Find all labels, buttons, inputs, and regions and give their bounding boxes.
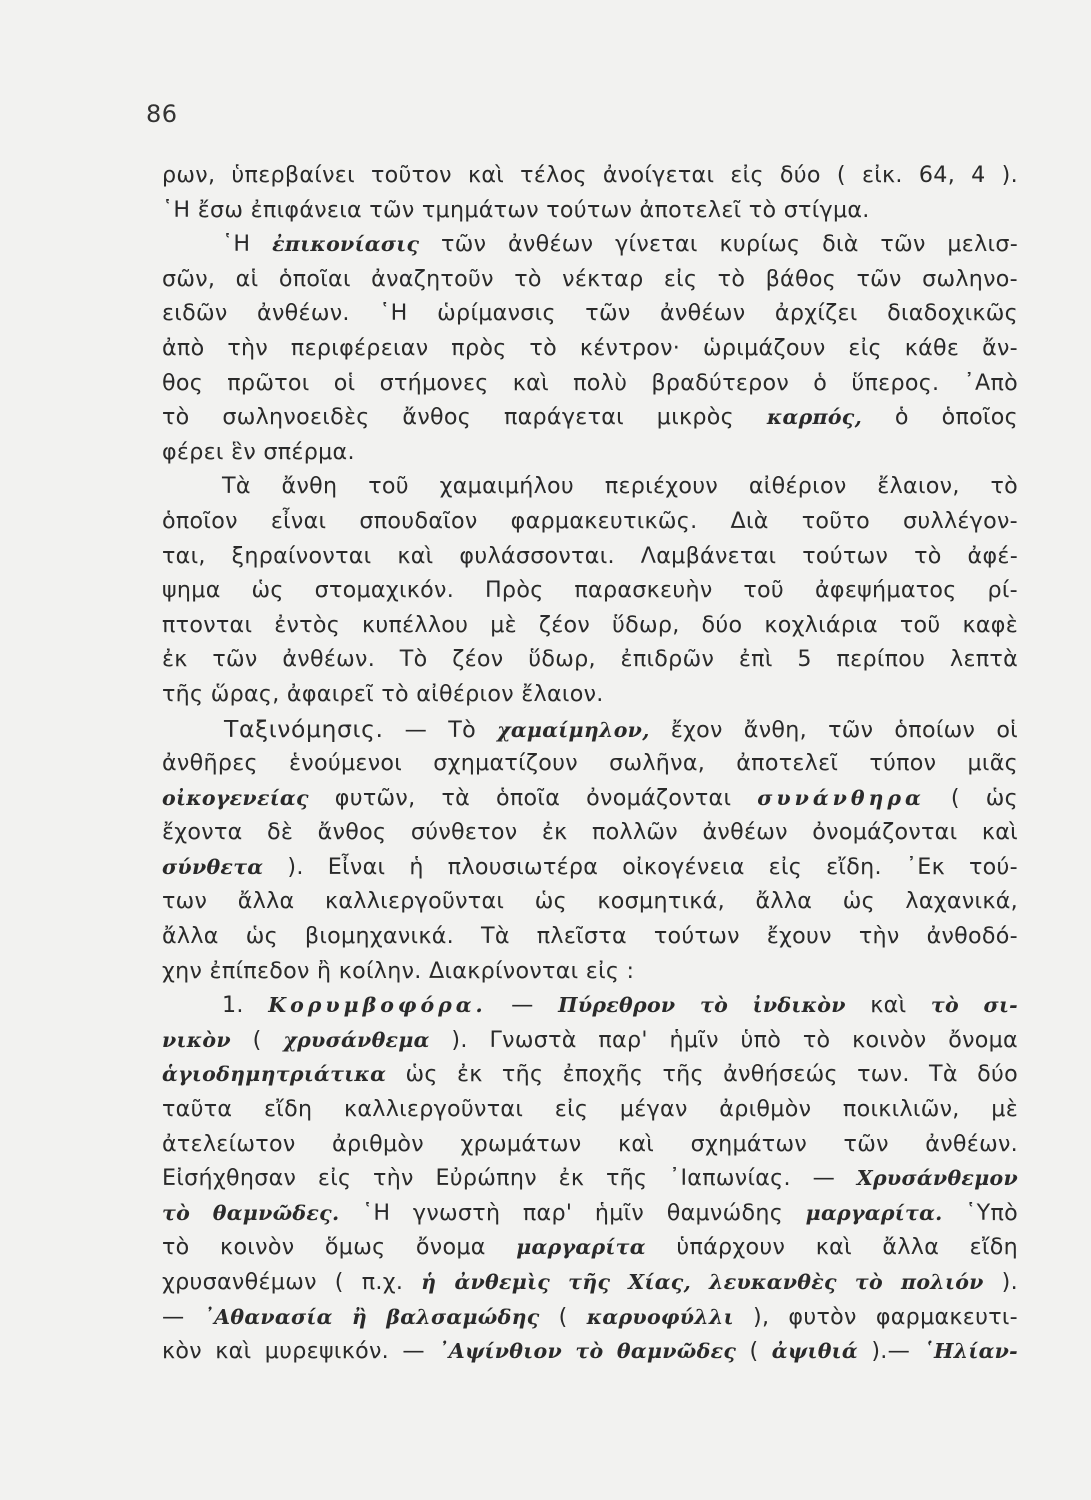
text-run: ). Γνωστὰ παρ' ἡμῖν ὑπὸ τὸ κοινὸν ὄνομα <box>429 1026 1018 1053</box>
text-line <box>162 781 1018 816</box>
text-line <box>162 919 1018 954</box>
text-run: τὸ κοινὸν ὅμως ὄνομα <box>162 1234 517 1261</box>
text-run: ταῦτα εἴδη καλλιεργοῦνται εἰς μέγαν ἀριθμὸν ποικιλιῶν, μὲ <box>162 1096 1018 1123</box>
emphasized-term: καρπός, <box>766 405 863 430</box>
text-run: των ἄλλα καλλιεργοῦνται ὡς κοσμητικά, ἄλλα ὡς λαχανικά, <box>162 888 1018 915</box>
emphasized-term: μαργαρίτα. <box>805 1200 943 1225</box>
text-line <box>162 746 1018 781</box>
text-line <box>162 642 1018 677</box>
text-run: φέρει ἓν σπέρμα. <box>162 438 355 465</box>
emphasized-term: τὸ θαμνῶδες. <box>162 1200 340 1225</box>
text-run: ), φυτὸν φαρμακευτι- <box>733 1303 1018 1330</box>
text-run: τὸ σωληνοειδὲς ἄνθος παράγεται μικρὸς <box>162 404 767 431</box>
text-run: ὡς ἐκ τῆς ἐποχῆς τῆς ἀνθήσεώς των. Τὰ δύο <box>386 1061 1018 1088</box>
text-line <box>162 677 1018 712</box>
emphasized-term: Χρυσάνθεμον <box>856 1166 1018 1191</box>
emphasized-term: ἡ ἀνθεμὶς τῆς Χίας, λευκανθὲς τὸ πολιόν <box>421 1270 984 1294</box>
text-run: ειδῶν ἀνθέων. ῾Η ὡρίμανσις τῶν ἀνθέων ἀρχίζει διαδοχικῶς <box>162 300 1018 327</box>
text-run: ἔχοντα δὲ ἄνθος σύνθετον ἐκ πολλῶν ἀνθέων ὀνομάζονται καὶ <box>162 819 1018 846</box>
text-line <box>162 435 1018 470</box>
emphasized-term: Πύρεθρον τὸ ἰνδικὸν <box>558 993 846 1018</box>
text-line <box>162 884 1018 919</box>
emphasized-term: ῾Ηλίαν- <box>923 1339 1018 1364</box>
text-line <box>162 504 1018 539</box>
text-run: ῾Υπὸ <box>942 1199 1018 1226</box>
text-run: — <box>162 1303 204 1330</box>
text-run: καὶ <box>845 992 931 1019</box>
text-run: ). <box>983 1269 1018 1295</box>
text-run: ῾Η γνωστὴ παρ' ἡμῖν θαμνώδης <box>339 1199 806 1226</box>
body-text <box>162 158 1018 1369</box>
text-run: τῆς ὥρας, ἀφαιρεῖ τὸ αἰθέριον ἔλαιον. <box>162 680 604 707</box>
text-line <box>162 193 1018 228</box>
text-run: Τὰ ἄνθη τοῦ χαμαιμήλου περιέχουν αἰθέριον ἔλαιον, τὸ <box>222 473 1018 500</box>
text-line <box>162 1127 1018 1162</box>
text-run: ὑπάρχουν καὶ ἄλλα εἴδη <box>645 1234 1018 1261</box>
text-run: 1. <box>222 992 269 1019</box>
emphasized-term: ᾿Αψίνθιον τὸ θαμνῶδες <box>438 1339 737 1364</box>
text-run: ὁ ὁποῖος <box>862 404 1018 431</box>
emphasized-term: χρυσάνθεμα <box>283 1027 430 1052</box>
text-run: — Τὸ <box>383 716 498 743</box>
text-run: ( <box>230 1026 284 1053</box>
text-run: ἀνθῆρες ἑνούμενοι σχηματίζουν σωλῆνα, ἀποτελεῖ τύπον μιᾶς <box>162 750 1018 777</box>
text-run: ῾Η ἔσω ἐπιφάνεια τῶν τμημάτων τούτων ἀποτελεῖ τὸ στίγμα. <box>162 196 870 223</box>
text-run: ρων, ὑπερβαίνει τοῦτον καὶ τέλος ἀνοίγεται εἰς δύο ( εἰκ. 64, 4 ). <box>162 162 1018 188</box>
text-run: — <box>486 992 559 1019</box>
text-run: ὁποῖον εἶναι σπουδαῖον φαρμακευτικῶς. Διὰ τοῦτο συλλέγον- <box>162 507 1018 534</box>
emphasized-term: οἰκογενείας <box>162 785 309 810</box>
text-run: θος πρῶτοι οἱ στήμονες καὶ πολὺ βραδύτερον ὁ ὕπερος. ᾿Απὸ <box>162 369 1018 396</box>
text-line <box>162 1265 1018 1300</box>
text-run: ἀτελείωτον ἀριθμὸν χρωμάτων καὶ σχημάτων τῶν ἀνθέων. <box>162 1130 1018 1157</box>
section-heading: Ταξινόμησις. <box>224 714 384 743</box>
text-line <box>162 1300 1018 1335</box>
emphasized-term: Κορυμβοφόρα. <box>268 993 487 1018</box>
text-run: ἔχον ἄνθη, τῶν ὁποίων οἱ <box>649 716 1018 743</box>
text-line <box>162 296 1018 331</box>
text-run: σῶν, αἱ ὁποῖαι ἀναζητοῦν τὸ νέκταρ εἰς τὸ βάθος τῶν σωληνο- <box>162 265 1018 292</box>
page-number: 86 <box>146 100 178 128</box>
text-line <box>162 815 1018 850</box>
text-run: ( <box>736 1338 772 1365</box>
text-line <box>162 158 1018 193</box>
emphasized-term: νικὸν <box>162 1027 231 1052</box>
text-run: ἀπὸ τὴν περιφέρειαν πρὸς τὸ κέντρον· ὡριμάζουν εἰς κάθε ἄν- <box>162 334 1018 361</box>
text-line <box>162 331 1018 366</box>
text-run: χρυσανθέμων ( π.χ. <box>162 1269 422 1295</box>
text-line <box>162 227 1018 262</box>
text-run: τῶν ἀνθέων γίνεται κυρίως διὰ τῶν μελισ- <box>419 231 1019 258</box>
text-line <box>162 988 1018 1023</box>
emphasized-term: ἁγιοδημητριάτικα <box>162 1062 387 1087</box>
text-run: ). Εἶναι ἡ πλουσιωτέρα οἰκογένεια εἰς εἴδη. ᾿Εκ τού- <box>263 853 1018 880</box>
text-run: ῾Η <box>222 231 273 258</box>
text-line <box>162 1334 1018 1369</box>
emphasized-term: ᾿Αθανασία ἢ βαλσαμώδης <box>203 1304 540 1329</box>
text-run: ).— <box>857 1338 924 1365</box>
text-line <box>162 262 1018 297</box>
text-run: ( ὡς <box>924 784 1018 811</box>
text-line <box>162 954 1018 989</box>
text-line <box>162 469 1018 504</box>
text-line <box>162 1196 1018 1231</box>
text-line <box>162 366 1018 401</box>
text-run: φυτῶν, τὰ ὁποῖα ὀνομάζονται <box>308 784 758 811</box>
text-run: ( <box>539 1303 587 1330</box>
text-line <box>162 539 1018 574</box>
text-run: χην ἐπίπεδον ἢ κοίλην. Διακρίνονται εἰς : <box>162 957 635 984</box>
text-run: κὸν καὶ μυρεψικόν. — <box>162 1338 439 1365</box>
text-line <box>162 573 1018 608</box>
text-run: ται, ξηραίνονται καὶ φυλάσσονται. Λαμβάνεται τούτων τὸ ἀφέ- <box>162 542 1018 569</box>
text-run: ἄλλα ὡς βιομηχανικά. Τὰ πλεῖστα τούτων ἔχουν τὴν ἀνθοδό- <box>162 923 1018 950</box>
text-run: Εἰσήχθησαν εἰς τὴν Εὐρώπην ἐκ τῆς ᾿Ιαπωνίας. — <box>162 1165 857 1192</box>
emphasized-term: καρυοφύλλι <box>586 1304 734 1329</box>
emphasized-term: σύνθετα <box>162 854 264 879</box>
text-line <box>162 400 1018 435</box>
text-run: ἐκ τῶν ἀνθέων. Τὸ ζέον ὕδωρ, ἐπιδρῶν ἐπὶ 5 περίπου λεπτὰ <box>162 646 1018 673</box>
text-line <box>162 850 1018 885</box>
emphasized-term: ἀψιθιά <box>771 1339 858 1364</box>
text-line <box>162 1023 1018 1058</box>
emphasized-term: τὸ σι- <box>930 993 1018 1018</box>
text-line <box>162 1057 1018 1092</box>
text-line <box>162 1230 1018 1265</box>
emphasized-term: συνάνθηρα <box>757 785 925 810</box>
text-run: πτονται ἐντὸς κυπέλλου μὲ ζέον ὕδωρ, δύο κοχλιάρια τοῦ καφὲ <box>162 611 1018 638</box>
emphasized-term: ἐπικονίασις <box>272 232 420 257</box>
text-line <box>162 1092 1018 1127</box>
text-line <box>162 1161 1018 1196</box>
text-line <box>162 608 1018 643</box>
emphasized-term: μαργαρίτα <box>516 1235 646 1260</box>
emphasized-term: χαμαίμηλον, <box>497 717 650 742</box>
text-run: ψημα ὡς στομαχικόν. Πρὸς παρασκευὴν τοῦ ἀφεψήματος ρί- <box>162 577 1018 604</box>
text-line <box>162 712 1018 747</box>
